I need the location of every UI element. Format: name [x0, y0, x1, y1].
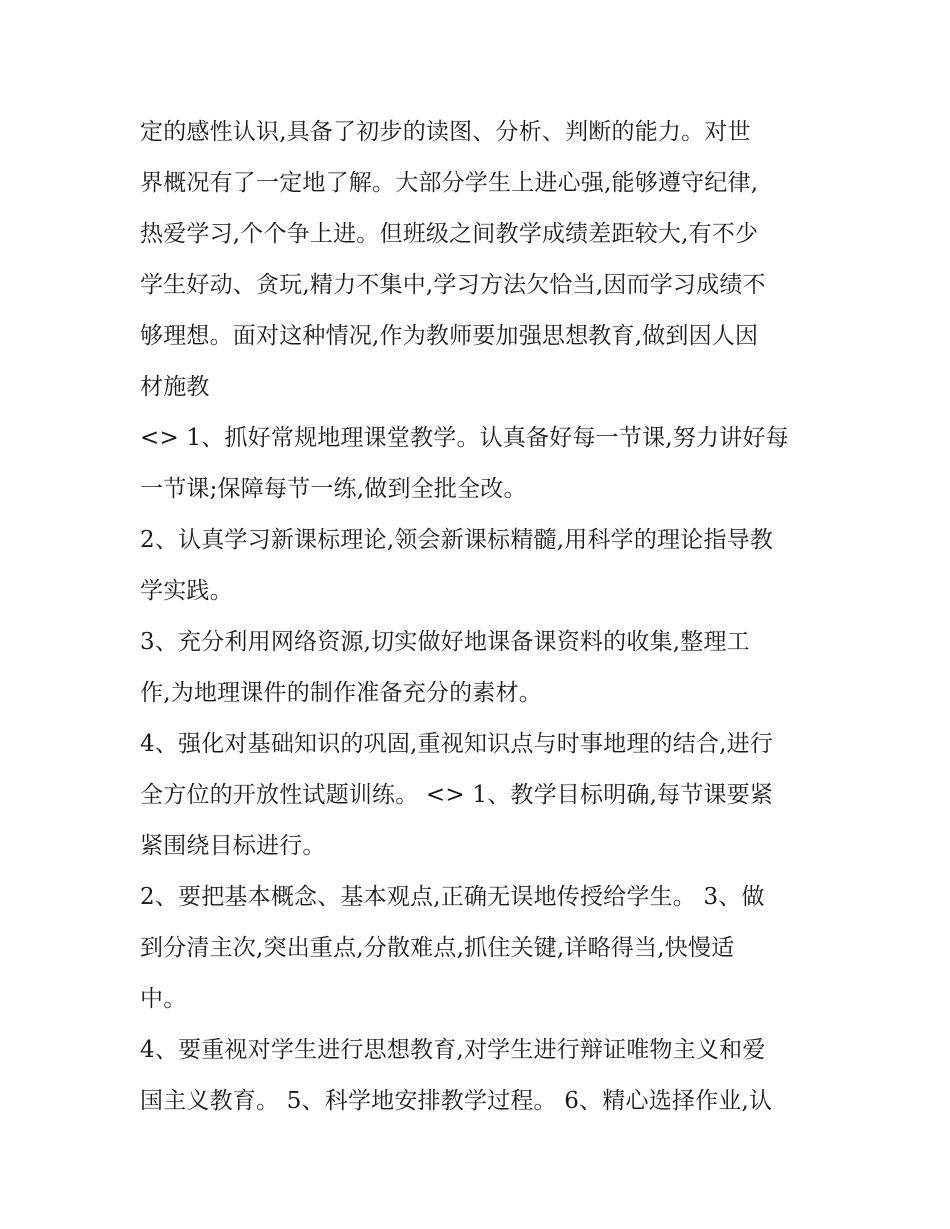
- text-line: 2、要把基本概念、基本观点,正确无误地传授给学生。 3、做: [140, 884, 765, 910]
- text-line: 到分清主次,突出重点,分散难点,抓住关键,详略得当,快慢适: [140, 935, 735, 961]
- text-line: 国主义教育。 5、科学地安排教学过程。 6、精心选择作业,认: [140, 1088, 773, 1114]
- text-line: 2、认真学习新课标理论,领会新课标精髓,用科学的理论指导教: [140, 527, 774, 553]
- text-line: 学生好动、贪玩,精力不集中,学习方法欠恰当,因而学习成绩不: [140, 272, 766, 298]
- body-text: [140, 107, 820, 1127]
- text-line: <> 1、抓好常规地理课堂教学。认真备好每一节课,努力讲好每: [140, 425, 789, 451]
- text-line: 学实践。: [140, 578, 233, 604]
- text-line: 够理想。面对这种情况,作为教师要加强思想教育,做到因人因: [140, 323, 759, 349]
- text-line: 中。: [140, 986, 187, 1012]
- text-line: 材施教: [140, 374, 210, 400]
- text-line: 全方位的开放性试题训练。 <> 1、教学目标明确,每节课要紧: [140, 782, 774, 808]
- text-line: 定的感性认识,具备了初步的读图、分析、判断的能力。对世: [140, 119, 751, 145]
- text-line: 热爱学习,个个争上进。但班级之间教学成绩差距较大,有不少: [140, 221, 759, 247]
- text-line: 3、充分利用网络资源,切实做好地课备课资料的收集,整理工: [140, 629, 750, 655]
- text-line: 4、强化对基础知识的巩固,重视知识点与时事地理的结合,进行: [140, 731, 774, 757]
- text-line: 紧围绕目标进行。: [140, 833, 326, 859]
- text-line: 作,为地理课件的制作准备充分的素材。: [140, 680, 542, 706]
- text-line: 一节课;保障每节一练,做到全批全改。: [140, 476, 527, 502]
- text-line: 4、要重视对学生进行思想教育,对学生进行辩证唯物主义和爱: [140, 1037, 766, 1063]
- text-line: 界概况有了一定地了解。大部分学生上进心强,能够遵守纪律,: [140, 170, 759, 196]
